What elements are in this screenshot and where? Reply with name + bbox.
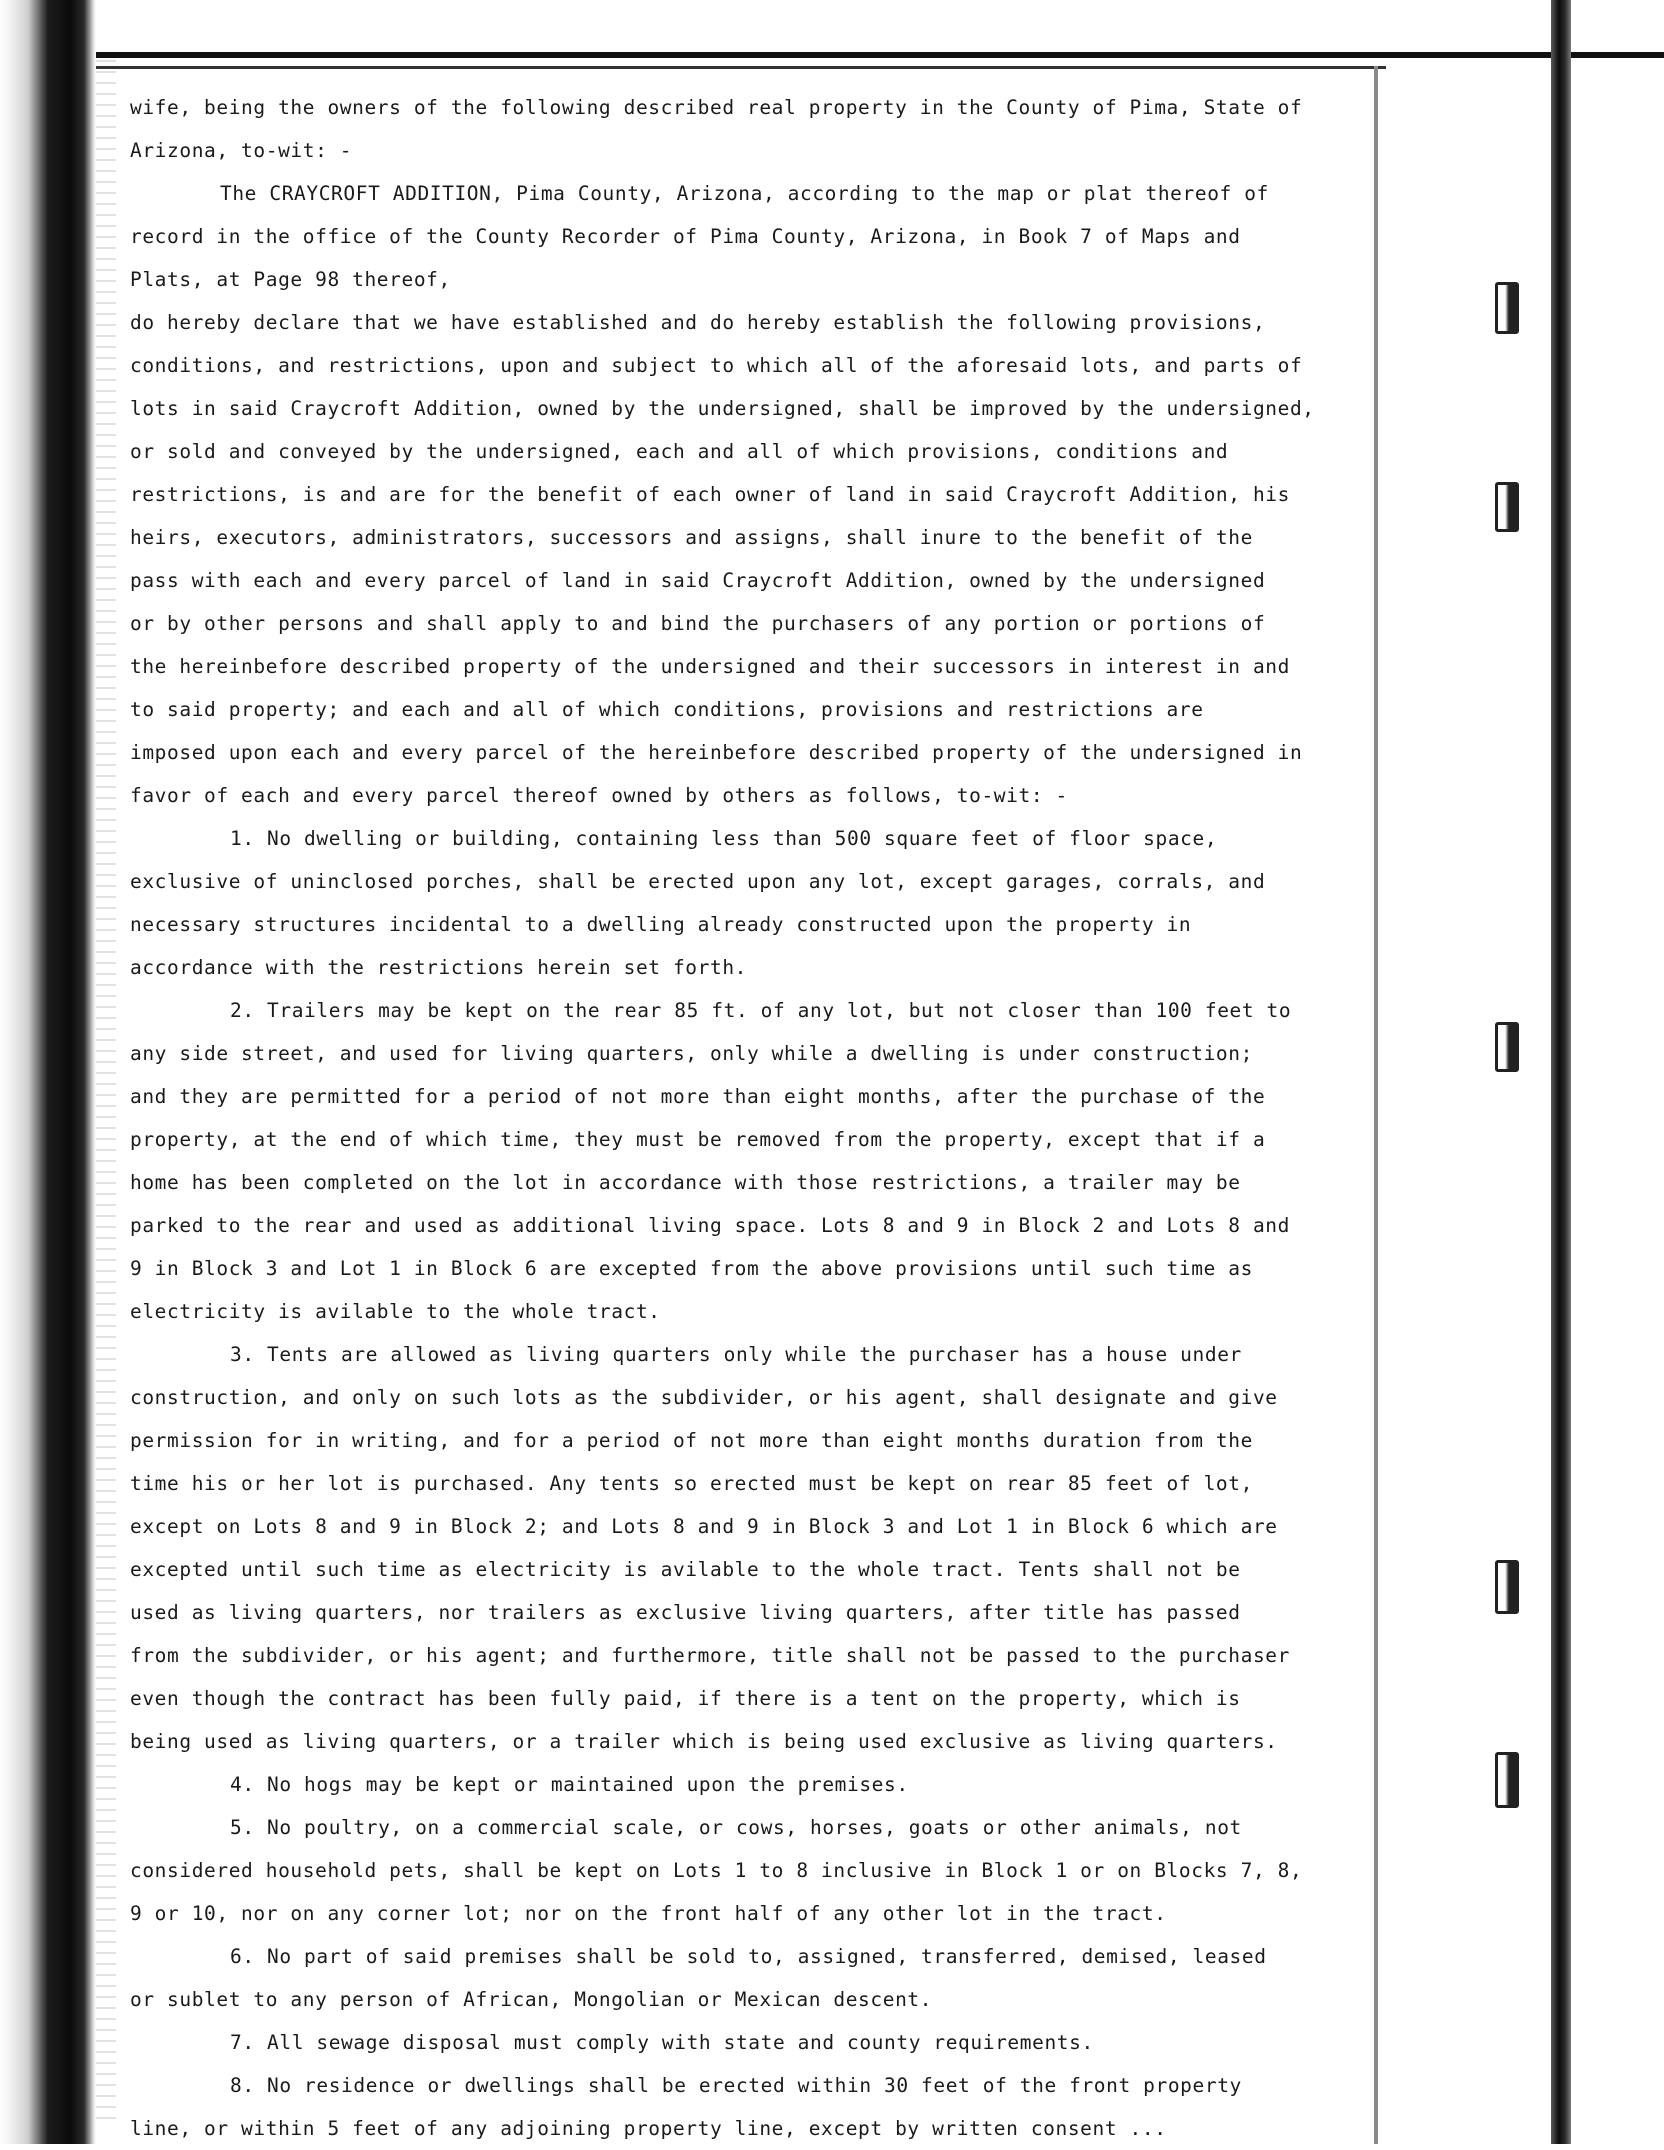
margin-punch-mark: [1495, 1752, 1519, 1808]
document-line: lots in said Craycroft Addition, owned by the undersigned, shall be improved by the undersigned,: [130, 397, 1315, 420]
document-line: or by other persons and shall apply to and bind the purchasers of any portion or portions of: [130, 612, 1266, 635]
document-line: even though the contract has been fully paid, if there is a tent on the property, which is: [130, 1687, 1241, 1710]
document-line: restrictions, is and are for the benefit of each owner of land in said Craycroft Addition, his: [130, 483, 1290, 506]
margin-punch-mark: [1495, 282, 1519, 334]
document-line: time his or her lot is purchased. Any tents so erected must be kept on rear 85 feet of lot,: [130, 1472, 1253, 1495]
document-line: accordance with the restrictions herein set forth.: [130, 956, 747, 979]
document-line: favor of each and every parcel thereof owned by others as follows, to-wit: -: [130, 784, 1068, 807]
document-line: permission for in writing, and for a period of not more than eight months duration from the: [130, 1429, 1253, 1452]
document-line: excepted until such time as electricity is avilable to the whole tract. Tents shall not be: [130, 1558, 1241, 1581]
document-line: imposed upon each and every parcel of the hereinbefore described property of the undersigned in: [130, 741, 1303, 764]
top-border-rule: [96, 52, 1664, 58]
document-line: Plats, at Page 98 thereof,: [130, 268, 451, 291]
restriction-2-heading-line: 2. Trailers may be kept on the rear 85 ft. of any lot, but not closer than 100 feet to: [230, 999, 1292, 1022]
document-line: record in the office of the County Recorder of Pima County, Arizona, in Book 7 of Maps and: [130, 225, 1241, 248]
document-line: any side street, and used for living quarters, only while a dwelling is under construction;: [130, 1042, 1253, 1065]
margin-punch-mark: [1495, 1022, 1519, 1072]
margin-punch-mark: [1495, 482, 1519, 532]
document-line: line, or within 5 feet of any adjoining property line, except by written consent ...: [130, 2117, 1167, 2140]
restriction-8-heading-line: 8. No residence or dwellings shall be erected within 30 feet of the front property: [230, 2074, 1242, 2097]
document-line: parked to the rear and used as additional living space. Lots 8 and 9 in Block 2 and Lots 8 and: [130, 1214, 1290, 1237]
document-line: property, at the end of which time, they must be removed from the property, except that if a: [130, 1128, 1266, 1151]
restriction-4-line: 4. No hogs may be kept or maintained upon the premises.: [230, 1773, 909, 1796]
scan-left-edge: [0, 0, 96, 2144]
scan-binding-speckle: [96, 60, 116, 2120]
document-line: to said property; and each and all of which conditions, provisions and restrictions are: [130, 698, 1204, 721]
restriction-7-line: 7. All sewage disposal must comply with state and county requirements.: [230, 2031, 1094, 2054]
document-line: and they are permitted for a period of not more than eight months, after the purchase of the: [130, 1085, 1266, 1108]
document-line: heirs, executors, administrators, successors and assigns, shall inure to the benefit of the: [130, 526, 1253, 549]
document-line: exclusive of uninclosed porches, shall be erected upon any lot, except garages, corrals, and: [130, 870, 1266, 893]
document-line: or sold and conveyed by the undersigned, each and all of which provisions, conditions and: [130, 440, 1229, 463]
top-border-rule-inner: [96, 66, 1386, 69]
document-line: necessary structures incidental to a dwelling already constructed upon the property in: [130, 913, 1192, 936]
margin-punch-mark: [1495, 1560, 1519, 1614]
document-line: do hereby declare that we have established and do hereby establish the following provisions,: [130, 311, 1266, 334]
document-line: 9 in Block 3 and Lot 1 in Block 6 are excepted from the above provisions until such time as: [130, 1257, 1253, 1280]
document-line: The CRAYCROFT ADDITION, Pima County, Arizona, according to the map or plat thereof of: [220, 182, 1269, 205]
document-line: 9 or 10, nor on any corner lot; nor on the front half of any other lot in the tract.: [130, 1902, 1167, 1925]
document-line: construction, and only on such lots as the subdivider, or his agent, shall designate and give: [130, 1386, 1278, 1409]
document-line: being used as living quarters, or a trailer which is being used exclusive as living quarters.: [130, 1730, 1278, 1753]
document-line: except on Lots 8 and 9 in Block 2; and Lots 8 and 9 in Block 3 and Lot 1 in Block 6 which are: [130, 1515, 1278, 1538]
document-line: from the subdivider, or his agent; and furthermore, title shall not be passed to the purchaser: [130, 1644, 1290, 1667]
scan-right-edge: [1551, 0, 1571, 2144]
document-line: pass with each and every parcel of land in said Craycroft Addition, owned by the undersigned: [130, 569, 1266, 592]
document-line: used as living quarters, nor trailers as exclusive living quarters, after title has passed: [130, 1601, 1241, 1624]
document-line: conditions, and restrictions, upon and subject to which all of the aforesaid lots, and parts of: [130, 354, 1303, 377]
document-line: or sublet to any person of African, Mongolian or Mexican descent.: [130, 1988, 933, 2011]
document-line: Arizona, to-wit: -: [130, 139, 353, 162]
restriction-6-heading-line: 6. No part of said premises shall be sold to, assigned, transferred, demised, leased: [230, 1945, 1267, 1968]
restriction-1-heading-line: 1. No dwelling or building, containing less than 500 square feet of floor space,: [230, 827, 1218, 850]
document-line: electricity is avilable to the whole tract.: [130, 1300, 661, 1323]
document-line: considered household pets, shall be kept on Lots 1 to 8 inclusive in Block 1 or on Blocks 7, 8,: [130, 1859, 1303, 1882]
restriction-5-heading-line: 5. No poultry, on a commercial scale, or cows, horses, goats or other animals, not: [230, 1816, 1242, 1839]
document-line: wife, being the owners of the following described real property in the County of Pima, State of: [130, 96, 1303, 119]
restriction-3-heading-line: 3. Tents are allowed as living quarters only while the purchaser has a house under: [230, 1343, 1242, 1366]
document-line: home has been completed on the lot in accordance with those restrictions, a trailer may be: [130, 1171, 1241, 1194]
document-body: [130, 86, 1378, 2150]
document-line: the hereinbefore described property of the undersigned and their successors in interest in and: [130, 655, 1290, 678]
